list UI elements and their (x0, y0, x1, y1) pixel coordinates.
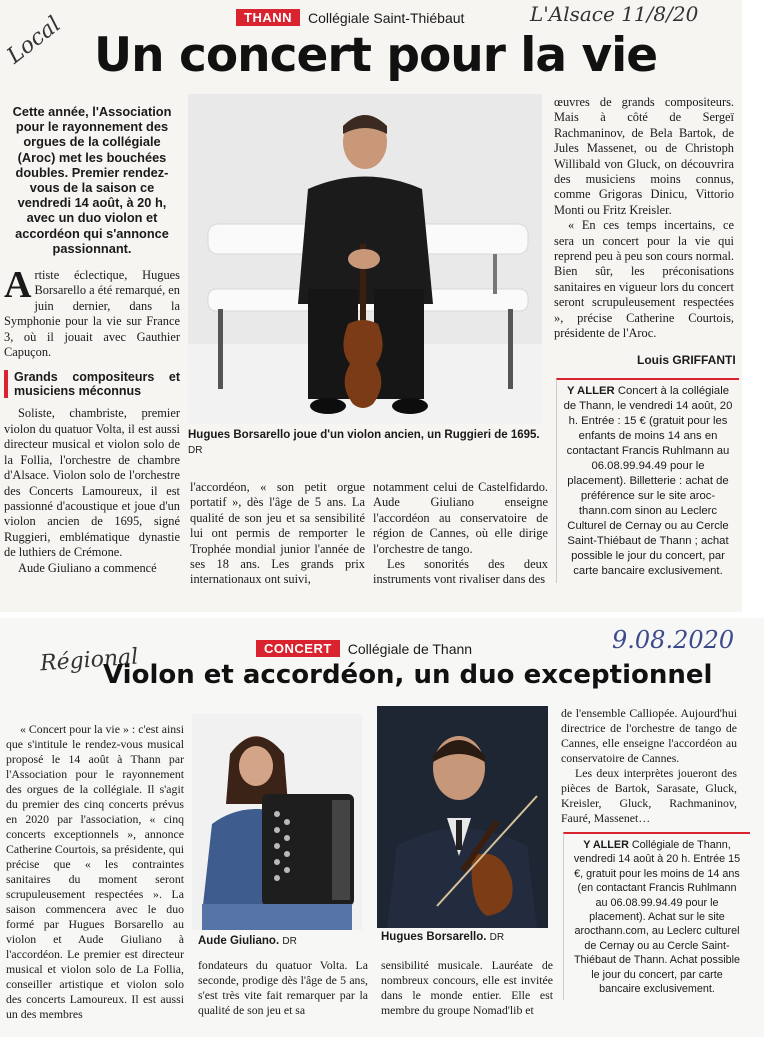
lead-paragraph: Cette année, l'Association pour le rayonnement des orgues de la collégiale (Aroc) met les bouchées doubles. Premier rendez-vous de la saison ce vendredi 14 août, à 20 h, avec un duo violon et accordéon qui s'annonce passionnant. (12, 104, 172, 256)
drop-cap: A (4, 264, 32, 307)
body-paragraph: Aude Giuliano a commencé (18, 560, 157, 575)
handwritten-note-left: Local (2, 12, 66, 69)
column-3 (373, 480, 548, 588)
info-box-label: Y ALLER (567, 385, 615, 397)
intro-text: rtiste éclectique, Hugues Borsarello a été remarqué, en juin dernier, dans la Symphonie pour la vie sur France 3, où il jouait avec Gauthier Capuçon. (4, 268, 180, 360)
handwritten-note-right: 9.08.2020 (612, 626, 735, 654)
column-4 (561, 706, 737, 826)
accordionist-photo (192, 714, 362, 930)
column-2 (198, 958, 368, 1018)
handwritten-note-right: L'Alsace 11/8/20 (530, 2, 699, 26)
kicker (236, 9, 464, 26)
column-1 (4, 104, 180, 576)
column-3 (381, 958, 553, 1018)
body-paragraph: « En ces temps incertains, ce sera un concert pour la vie qui reprend peu à peu son cours normal. Bien sûr, les préconisations sanitaires en vigueur lors du concert seront scrupuleusement respectées », précise Catherine Courtois, présidente de l'Aroc. (554, 218, 734, 341)
info-box-text: Concert à la collégiale de Thann, le vendredi 14 août, 20 h. Entrée : 15 € (gratuit pour les enfants de moins 14 ans en contactant Francis Ruhlmann au 06.08.99.94.49 pour le placement). Billetterie : achat de préférence sur le site aroc-thann.com sinon au Leclerc Culturel de Cernay ou au Cercle Saint-Thiébaut de Thann ; achat possible le jour du concert, par carte bancaire exclusivement. (563, 385, 733, 577)
body-paragraph: Les deux interprètes joueront des pièces de Bartok, Sarasate, Gluck, Kreisler, Gluck, Rachmaninov, Fauré, Massenet… (561, 766, 737, 825)
caption-text: Hugues Borsarello. (381, 931, 487, 943)
info-box-text: Collégiale de Thann, vendredi 14 août à 20 h. Entrée 15 €, gratuit pour les moins de 14 ans (en contactant Francis Ruhlmann au 06.08.99.94.49 pour le placement). Achat sur le site arocthann.com, au Leclerc culturel de Cernay ou au Cercle Saint-Thiébaut de Thann. Achat possible le jour du concert, par carte bancaire exclusivement. (573, 839, 741, 996)
info-box (556, 378, 739, 583)
photo-credit: DR (489, 932, 505, 943)
column-1 (6, 722, 184, 1022)
photo-credit: DR (188, 445, 203, 456)
handwritten-note-left: Régional (39, 644, 140, 677)
body-paragraph: notamment celui de Castelfidardo. Aude Giuliano enseigne l'accordéon au conservatoire de région de Cannes, où elle dirige l'orchestre de tango. (373, 480, 548, 556)
subhead: Grands compositeurs et musiciens méconnus (4, 370, 180, 398)
column-4 (554, 95, 734, 342)
kicker-text: Collégiale de Thann (347, 640, 473, 657)
headline: Un concert pour la vie (94, 28, 658, 83)
headline: Violon et accordéon, un duo exceptionnel (103, 660, 713, 690)
photo-aude-giuliano (192, 714, 362, 930)
kicker-text: Collégiale Saint-Thiébaut (308, 9, 465, 26)
caption-text: Aude Giuliano. (198, 935, 280, 947)
violinist-portrait (377, 706, 548, 928)
body-paragraph: de l'ensemble Calliopée. Aujourd'hui directrice de l'orchestre de tango de Cannes, elle enseigne l'accordéon au conservatoire de Cannes. (561, 706, 737, 765)
info-box (563, 832, 750, 1000)
author-byline: Louis GRIFFANTI (637, 353, 736, 367)
body-paragraph: « Concert pour la vie » : c'est ainsi que s'intitule le rendez-vous musical proposé le 14 août à Thann par l'Association pour le rayonnement des orgues de la collégiale. Il s'agit du premier des cinq concerts prévus en 2020 par l'association, « cinq concerts exceptionnels », annonce Catherine Courtois, sa présidente, qui précise que « les contraintes sanitaires du moment seront scrupuleusement respectées ». La saison commencera avec le duo formé par Hugues Borsarello au violon et Aude Giuliano à l'accordéon. Le premier est directeur musical et violon solo de La Follia, conseiller artistique et violon solo des concerts Lamoureux. Il est aussi un des membres (6, 722, 184, 1021)
info-box-label: Y ALLER (583, 839, 629, 851)
body-paragraph: Les sonorités des deux instruments vont rivaliser dans des (373, 557, 548, 587)
violinist-photo (188, 94, 542, 424)
photo-caption (198, 934, 297, 949)
body-paragraph: fondateurs du quatuor Volta. La seconde, prodige dès l'âge de 5 ans, s'est très vite fait remarquer par la qualité de son jeu et sa (198, 958, 368, 1017)
kicker-tag: THANN (236, 9, 300, 26)
body-paragraph: sensibilité musicale. Lauréate de nombreux concours, elle est invitée dans le monde entier. Elle est membre du groupe Nomad'lib et (381, 958, 553, 1017)
caption-text: Hugues Borsarello joue d'un violon ancien, un Ruggieri de 1695. (188, 429, 540, 441)
body-paragraph: œuvres de grands compositeurs. Mais à côté de Sergeï Rachmaninov, de Bela Bartok, de Jules Massenet, ou de Christoph Willibald von Gluck, on découvrira des musiciens moins connus, comme Grigoras Dinicu, Vittorio Monti ou Fritz Kreisler. (554, 95, 734, 217)
photo-caption (381, 930, 504, 945)
kicker-tag: CONCERT (256, 640, 340, 657)
kicker (256, 640, 472, 657)
photo-credit: DR (282, 936, 297, 947)
body-paragraph: Soliste, chambriste, premier violon du quatuor Volta, il est aussi directeur musical et violon solo de la Follia, l'orchestre de chambre d'Alsace. Violon solo de l'orchestre des Concerts Lamoureux, il est passionné d'acoustique et joue d'un violon ancien de 1695, signé Ruggieri, emblématique dynastie de luthiers de Crémone. (4, 406, 180, 560)
photo-caption (188, 428, 542, 458)
photo-hugues-borsarello (377, 706, 548, 928)
photo-hugues-borsarello (188, 94, 542, 424)
clipping-regional (0, 618, 764, 1037)
column-2 (190, 480, 365, 588)
body-paragraph: l'accordéon, « son petit orgue portatif », dès l'âge de 5 ans. La qualité de son jeu et sa sensibilité lui ont permis de remporter le Trophée mondial junior l'année de ses 18 ans. Les grands prix internationaux ont suivi, (190, 480, 365, 587)
intro-paragraph (4, 264, 180, 360)
